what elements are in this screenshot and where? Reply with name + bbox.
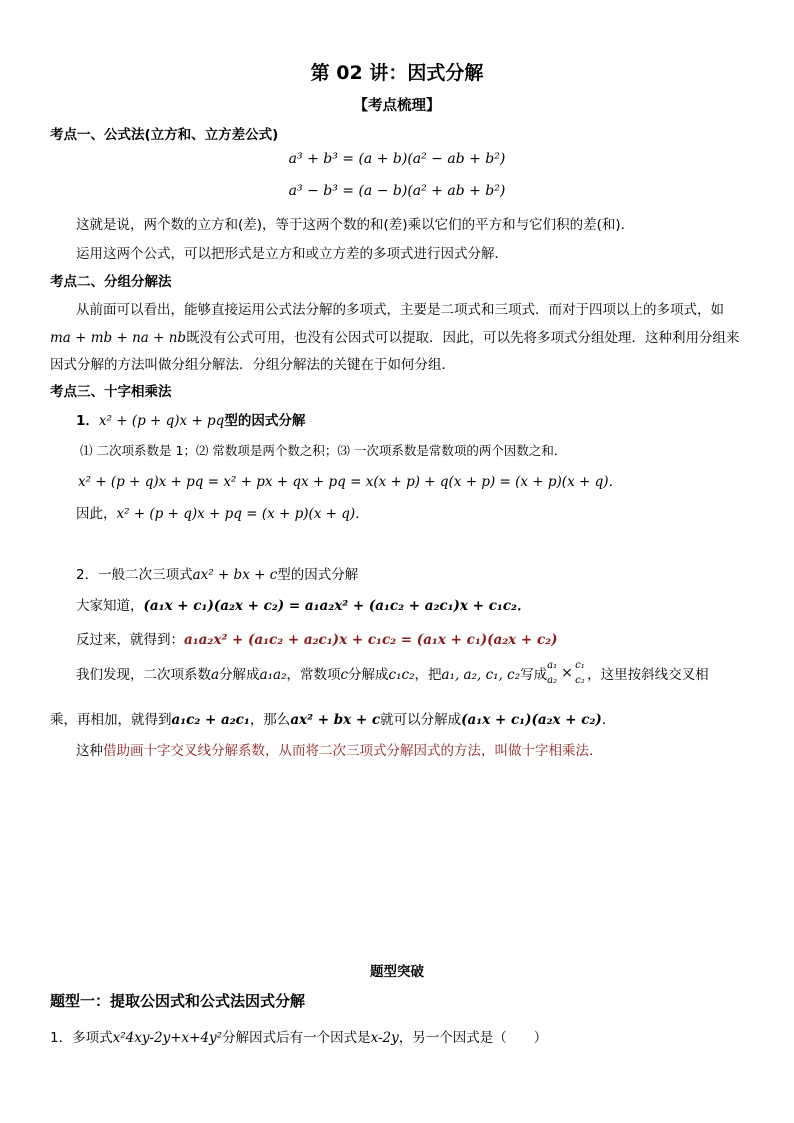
cross-text-7: ，这里按斜线交叉相 xyxy=(587,667,709,683)
cross-var-c1c2: c₁c₂ xyxy=(388,667,415,683)
cross-diagram xyxy=(547,660,587,690)
definition-red-text: 借助画十字交叉线分解系数，从而将二次三项式分解因式的方法，叫做十字相乘法． xyxy=(103,743,603,759)
cross-bottom-right: c₂ xyxy=(575,675,585,686)
result-text-4: ． xyxy=(601,712,616,728)
section-subtitle: 【考点梳理】 xyxy=(353,98,441,114)
cross-mark-icon: × xyxy=(561,665,573,681)
section-title: 题型突破 xyxy=(370,964,424,980)
cross-result-line xyxy=(50,708,615,728)
sub2-prefix: 2．一般二次三项式 xyxy=(76,567,193,583)
cross-var-a: a xyxy=(211,667,220,683)
result-math-2: ax² + bx + c xyxy=(290,712,381,728)
sub1-conditions: ⑴ 二次项系数是 1；⑵ 常数项是两个数之积；⑶ 一次项系数是常数项的两个因数之和． xyxy=(80,443,567,458)
cross-top-left: a₁ xyxy=(547,660,558,671)
cross-text-2: 分解成 xyxy=(219,667,260,683)
reverse-math: a₁a₂x² + (a₁c₂ + a₂c₁)x + c₁c₂ = (a₁x + c₁)(a₂x + c₂) xyxy=(184,632,558,648)
question-1 xyxy=(50,1026,547,1046)
cross-explanation-line xyxy=(76,660,709,690)
page-title: 第 02 讲：因式分解 xyxy=(310,62,484,84)
result-text-2: ，那么 xyxy=(249,712,291,728)
sub2-math: ax² + bx + c xyxy=(192,567,278,583)
cross-var-a1a2: a₁a₂ xyxy=(259,667,287,683)
sub1-number: 1． xyxy=(76,413,99,429)
sub1-text: 型的因式分解 xyxy=(224,413,306,429)
result-math-1: a₁c₂ + a₂c₁ xyxy=(171,712,250,728)
cross-text-5: ，把 xyxy=(414,667,442,683)
type1-heading: 题型一：提取公因式和公式法因式分解 xyxy=(50,992,306,1010)
reverse-prefix: 反过来，就得到： xyxy=(76,632,184,648)
kp2-heading: 考点二、分组分解法 xyxy=(50,274,172,290)
cross-text-1: 我们发现，二次项系数 xyxy=(76,667,211,683)
cross-bottom-left: a₂ xyxy=(547,675,558,686)
kp3-heading: 考点三、十字相乘法 xyxy=(50,384,172,400)
reverse-line xyxy=(76,628,557,648)
result-text-3: 就可以分解成 xyxy=(380,712,462,728)
q1-prefix: 1．多项式 xyxy=(50,1030,113,1046)
cross-text-4: 分解成 xyxy=(348,667,389,683)
formula-sum-of-cubes: a³ + b³ = (a + b)(a² − ab + b²) xyxy=(288,151,506,167)
sub1-math: x² + (p + q)x + pq xyxy=(98,413,225,429)
kp1-paragraph-2: 运用这两个公式，可以把形式是立方和或立方差的多项式进行因式分解． xyxy=(76,246,508,262)
result-math-3: (a₁x + c₁)(a₂x + c₂) xyxy=(461,712,602,728)
grouping-example-math: ma + mb + na + nb xyxy=(50,330,187,346)
q1-mid: 分解因式后有一个因式是 xyxy=(222,1030,371,1046)
cross-text-3: ，常数项 xyxy=(286,667,341,683)
result-text-1: 乘，再相加，就得到 xyxy=(50,712,172,728)
expansion-prefix: 大家知道， xyxy=(76,598,144,614)
definition-prefix: 这种 xyxy=(76,743,103,759)
kp2-paragraph-3: 因式分解的方法叫做分组分解法．分组分解法的关键在于如何分组． xyxy=(50,357,455,373)
q1-polynomial: x²4xy-2y+x+4y² xyxy=(112,1030,223,1046)
sub1-conclusion-prefix: 因此， xyxy=(76,506,117,522)
expansion-line xyxy=(76,594,530,614)
cross-var-c: c xyxy=(340,667,349,683)
sub2-suffix: 型的因式分解 xyxy=(277,567,359,583)
kp2-paragraph-1: 从前面可以看出，能够直接运用公式法分解的多项式，主要是二项式和三项式．而对于四项以上的多项式，如 xyxy=(76,302,724,318)
kp2-paragraph-2-text: 既没有公式可用，也没有公因式可以提取．因此，可以先将多项式分组处理．这种利用分组来 xyxy=(186,330,740,346)
sub1-conclusion-math: x² + (p + q)x + pq = (x + p)(x + q)． xyxy=(116,506,369,522)
kp1-heading: 考点一、公式法(立方和、立方差公式) xyxy=(50,127,279,143)
expansion-math: (a₁x + c₁)(a₂x + c₂) = a₁a₂x² + (a₁c₂ + a₂c₁)x + c₁c₂． xyxy=(143,598,531,614)
sub1-conclusion xyxy=(76,502,369,522)
cross-text-6: 写成 xyxy=(520,667,548,683)
sub1-derivation: x² + (p + q)x + pq = x² + px + qx + pq = x(x + p) + q(x + p) = (x + p)(x + q)． xyxy=(78,474,622,490)
kp2-paragraph-2 xyxy=(50,326,740,346)
kp3-sub1-heading xyxy=(76,409,305,429)
cross-top-right: c₁ xyxy=(575,660,585,671)
cross-var-list: a₁, a₂, c₁, c₂ xyxy=(441,667,521,683)
kp1-paragraph-1: 这就是说，两个数的立方和(差)，等于这两个数的和(差)乘以它们的平方和与它们积的差(和)． xyxy=(76,217,635,233)
q1-suffix: ，另一个因式是（ ） xyxy=(398,1030,548,1046)
q1-factor: x-2y xyxy=(370,1030,399,1046)
cross-definition-line xyxy=(76,739,603,759)
formula-difference-of-cubes: a³ − b³ = (a − b)(a² + ab + b²) xyxy=(288,183,506,199)
sub2-heading xyxy=(76,563,358,583)
